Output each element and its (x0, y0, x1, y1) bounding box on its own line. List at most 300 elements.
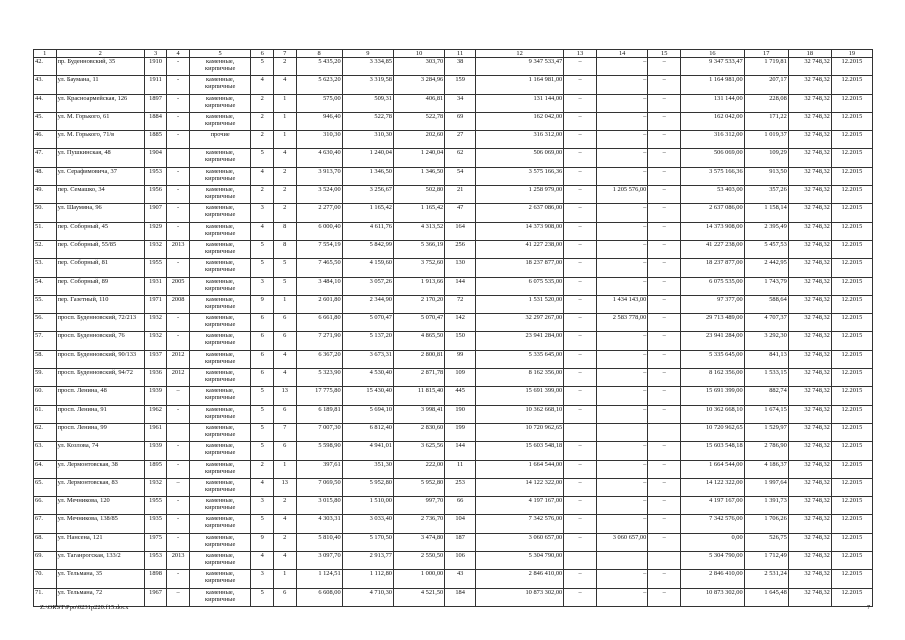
table-cell: 5 070,47 (393, 314, 444, 332)
table-cell: 5 137,20 (342, 332, 393, 350)
table-cell: 12.2015 (831, 533, 872, 551)
table-cell: – (597, 259, 648, 277)
table-cell: – (597, 497, 648, 515)
table-cell: 32 748,32 (788, 76, 831, 94)
column-header: 1 (34, 50, 57, 58)
table-cell: 12.2015 (831, 332, 872, 350)
table-cell: 3 284,96 (393, 76, 444, 94)
table-cell: 42. (34, 58, 57, 76)
table-cell: 62 (445, 149, 476, 167)
table-cell: - (167, 94, 190, 112)
table-cell: 1936 (144, 369, 167, 387)
table-cell: 1955 (144, 497, 167, 515)
table-row (34, 588, 873, 606)
table-cell: – (648, 387, 681, 405)
table-cell: 13 (273, 478, 296, 496)
table-cell: 351,30 (342, 460, 393, 478)
table-cell: 2 (273, 58, 296, 76)
table-cell: 47. (34, 149, 57, 167)
table-cell: каменные, кирпичные (189, 94, 251, 112)
table-row (34, 460, 873, 478)
table-cell: - (167, 497, 190, 515)
table-cell: 3 060 657,00 (476, 533, 564, 551)
table-cell: – (597, 94, 648, 112)
column-header: 10 (393, 50, 444, 58)
table-cell: – (564, 259, 597, 277)
table-cell: пер. Соборный, 89 (56, 277, 144, 295)
table-cell: 10 362 668,10 (681, 405, 745, 423)
table-cell: 32 748,32 (788, 387, 831, 405)
table-cell: – (648, 332, 681, 350)
table-cell: 9 (251, 295, 274, 313)
table-cell: ул. Козлова, 74 (56, 442, 144, 460)
table-cell: – (564, 442, 597, 460)
table-cell: – (648, 350, 681, 368)
table-cell: 946,40 (296, 112, 342, 130)
table-cell: – (564, 533, 597, 551)
table-cell: 12.2015 (831, 295, 872, 313)
table-cell: 12.2015 (831, 478, 872, 496)
table-cell: – (564, 204, 597, 222)
table-cell: 14 373 908,00 (476, 222, 564, 240)
table-cell: 526,75 (744, 533, 788, 551)
table-cell: 1 997,64 (744, 478, 788, 496)
table-cell: 32 748,32 (788, 277, 831, 295)
table-row (34, 167, 873, 185)
table-cell: каменные, кирпичные (189, 497, 251, 515)
table-cell: 10 720 962,65 (681, 423, 745, 441)
table-cell: 5 (251, 405, 274, 423)
table-cell: 144 (445, 277, 476, 295)
table-row (34, 240, 873, 258)
table-cell: – (597, 387, 648, 405)
table-cell: 66 (445, 497, 476, 515)
table-cell: - (167, 222, 190, 240)
table-cell: 4 (251, 222, 274, 240)
table-cell: 1 743,79 (744, 277, 788, 295)
table-cell: 2 830,60 (393, 423, 444, 441)
table-cell: 106 (445, 552, 476, 570)
table-cell: – (597, 149, 648, 167)
table-cell: 1885 (144, 131, 167, 149)
table-cell: 4 (251, 552, 274, 570)
table-cell: 32 748,32 (788, 423, 831, 441)
table-cell: 6 (251, 314, 274, 332)
table-cell: 3 474,80 (393, 533, 444, 551)
table-cell: 1 913,66 (393, 277, 444, 295)
table-cell: 2 637 086,00 (476, 204, 564, 222)
table-cell: 3 292,30 (744, 332, 788, 350)
table-cell: 1929 (144, 222, 167, 240)
table-cell: 66. (34, 497, 57, 515)
table-cell: 5 (273, 277, 296, 295)
table-cell: 1 645,48 (744, 588, 788, 606)
table-cell: 2 (273, 204, 296, 222)
table-cell: – (564, 405, 597, 423)
table-cell: 32 748,32 (788, 131, 831, 149)
table-cell (167, 149, 190, 167)
table-cell: 5 810,40 (296, 533, 342, 551)
table-cell: 12.2015 (831, 314, 872, 332)
table-cell: 5 (251, 423, 274, 441)
table-cell: 5 (251, 240, 274, 258)
table-cell: 2 913,77 (342, 552, 393, 570)
table-cell: 357,26 (744, 186, 788, 204)
table-cell: 1932 (144, 314, 167, 332)
table-cell: просп. Буденновский, 76 (56, 332, 144, 350)
table-cell: 1931 (144, 277, 167, 295)
table-cell: 3 319,58 (342, 76, 393, 94)
table-cell: – (648, 76, 681, 94)
table-cell: 99 (445, 350, 476, 368)
table-cell: 0,00 (681, 533, 745, 551)
table-cell: 4 159,60 (342, 259, 393, 277)
column-header: 16 (681, 50, 745, 58)
table-cell: 2 (251, 460, 274, 478)
table-cell: 6 (273, 405, 296, 423)
table-cell: 522,78 (342, 112, 393, 130)
table-cell: 3 033,40 (342, 515, 393, 533)
table-cell: 52. (34, 240, 57, 258)
table-cell: ул. Таганрогская, 133/2 (56, 552, 144, 570)
table-row (34, 94, 873, 112)
table-cell: каменные, кирпичные (189, 277, 251, 295)
table-cell: 3 (251, 497, 274, 515)
column-header: 4 (167, 50, 190, 58)
table-cell: – (597, 222, 648, 240)
table-cell: – (648, 94, 681, 112)
column-header: 6 (251, 50, 274, 58)
table-cell: 7 069,50 (296, 478, 342, 496)
table-cell: 2012 (167, 369, 190, 387)
table-cell: 2 736,70 (393, 515, 444, 533)
table-cell: – (597, 131, 648, 149)
table-cell: 2 442,95 (744, 259, 788, 277)
table-cell: 5 435,20 (296, 58, 342, 76)
table-cell: каменные, кирпичные (189, 204, 251, 222)
table-cell: 5 304 790,00 (476, 552, 564, 570)
table-cell: – (167, 478, 190, 496)
table-cell: прочие (189, 131, 251, 149)
table-cell: каменные, кирпичные (189, 369, 251, 387)
table-cell: 109 (445, 369, 476, 387)
table-cell: 43 (445, 570, 476, 588)
table-cell: ул. Баумана, 11 (56, 76, 144, 94)
table-row (34, 332, 873, 350)
table-cell: – (564, 497, 597, 515)
table-cell: 1 240,04 (393, 149, 444, 167)
table-cell: 2 (251, 94, 274, 112)
table-cell: 6 000,40 (296, 222, 342, 240)
table-cell (597, 552, 648, 570)
table-cell: 43. (34, 76, 57, 94)
table-cell: 130 (445, 259, 476, 277)
table-cell: 6 661,80 (296, 314, 342, 332)
table-cell: 841,13 (744, 350, 788, 368)
table-cell: 253 (445, 478, 476, 496)
table-cell: 2013 (167, 552, 190, 570)
table-cell: 4 (273, 515, 296, 533)
table-row (34, 112, 873, 130)
table-cell: 4 521,50 (393, 588, 444, 606)
table-row (34, 552, 873, 570)
table-cell: 61. (34, 405, 57, 423)
table-cell: 1962 (144, 405, 167, 423)
table-cell: 12.2015 (831, 387, 872, 405)
table-cell: – (648, 240, 681, 258)
table-cell: 12.2015 (831, 497, 872, 515)
table-cell: – (597, 570, 648, 588)
table-cell: 32 748,32 (788, 314, 831, 332)
table-cell: ул. Мечникова, 120 (56, 497, 144, 515)
table-cell: 1 434 143,00 (597, 295, 648, 313)
table-cell: 14 373 908,00 (681, 222, 745, 240)
table-cell: 1 719,81 (744, 58, 788, 76)
table-cell: ул. Красноармейская, 126 (56, 94, 144, 112)
table-cell: 3 (251, 277, 274, 295)
table-cell: 58. (34, 350, 57, 368)
table-cell: – (648, 533, 681, 551)
table-cell: 4 (273, 552, 296, 570)
table-cell: – (648, 588, 681, 606)
table-cell: 46. (34, 131, 57, 149)
table-cell: 575,00 (296, 94, 342, 112)
column-header: 13 (564, 50, 597, 58)
table-cell: 506 069,00 (681, 149, 745, 167)
column-header: 2 (56, 50, 144, 58)
table-cell: 3 256,67 (342, 186, 393, 204)
table-cell: 1975 (144, 533, 167, 551)
table-cell: 32 748,32 (788, 259, 831, 277)
table-cell: 1897 (144, 94, 167, 112)
table-cell: 1911 (144, 76, 167, 94)
table-cell: каменные, кирпичные (189, 423, 251, 441)
table-cell: 159 (445, 76, 476, 94)
table-cell (597, 423, 648, 441)
table-cell: 12.2015 (831, 259, 872, 277)
table-cell: 588,64 (744, 295, 788, 313)
table-cell: 1 (273, 295, 296, 313)
table-cell: - (167, 405, 190, 423)
table-cell: – (564, 277, 597, 295)
table-cell: 12.2015 (831, 240, 872, 258)
table-cell: – (564, 149, 597, 167)
table-cell: 316 312,00 (476, 131, 564, 149)
table-cell: 6 367,20 (296, 350, 342, 368)
table-cell: 1 165,42 (393, 204, 444, 222)
column-header: 5 (189, 50, 251, 58)
table-cell: 32 748,32 (788, 204, 831, 222)
table-cell: 3 015,80 (296, 497, 342, 515)
table-cell: 12.2015 (831, 76, 872, 94)
table-cell: 11 (445, 460, 476, 478)
table-cell: 4 197 167,00 (476, 497, 564, 515)
table-cell: 5 457,53 (744, 240, 788, 258)
table-cell: 882,74 (744, 387, 788, 405)
table-cell: 5 (251, 58, 274, 76)
table-cell: 32 748,32 (788, 552, 831, 570)
table-cell: – (597, 515, 648, 533)
table-cell: – (597, 460, 648, 478)
table-cell: 32 297 267,00 (476, 314, 564, 332)
table-cell: – (564, 76, 597, 94)
table-cell: - (167, 58, 190, 76)
table-cell: – (648, 497, 681, 515)
table-cell: 1 124,51 (296, 570, 342, 588)
table-cell: 190 (445, 405, 476, 423)
table-cell: 3 097,70 (296, 552, 342, 570)
table-cell: 12.2015 (831, 149, 872, 167)
table-cell: – (648, 277, 681, 295)
table-cell: 49. (34, 186, 57, 204)
table-cell: 44. (34, 94, 57, 112)
table-cell: 4 (273, 76, 296, 94)
table-cell: 4 (273, 149, 296, 167)
table-cell: 4 865,50 (393, 332, 444, 350)
table-cell: 67. (34, 515, 57, 533)
table-cell: 32 748,32 (788, 186, 831, 204)
table-cell: – (597, 240, 648, 258)
table-cell: 4 (251, 76, 274, 94)
column-number-header (34, 50, 873, 58)
table-cell: 2 601,80 (296, 295, 342, 313)
table-cell: – (597, 332, 648, 350)
table-cell: 4 (251, 478, 274, 496)
table-cell: 1904 (144, 149, 167, 167)
table-cell: 1937 (144, 350, 167, 368)
table-cell: просп. Ленина, 91 (56, 405, 144, 423)
table-cell: 12.2015 (831, 405, 872, 423)
table-row (34, 131, 873, 149)
table-cell: 2 395,49 (744, 222, 788, 240)
table-cell: 222,00 (393, 460, 444, 478)
table-cell: 68. (34, 533, 57, 551)
table-cell: 4 530,40 (342, 369, 393, 387)
table-cell: 5 (251, 259, 274, 277)
table-cell: 4 630,40 (296, 149, 342, 167)
table-cell: - (167, 515, 190, 533)
table-cell: 32 748,32 (788, 588, 831, 606)
table-cell: – (648, 405, 681, 423)
table-row (34, 314, 873, 332)
table-cell: 53. (34, 259, 57, 277)
table-cell: 2 (273, 497, 296, 515)
table-cell: 2 871,78 (393, 369, 444, 387)
table-cell: 69 (445, 112, 476, 130)
table-cell: каменные, кирпичные (189, 76, 251, 94)
table-cell: 8 (273, 222, 296, 240)
table-cell: ул. Лермонтовская, 38 (56, 460, 144, 478)
file-path-footer: Z:\ORST\Ppo\0231p220.f15.docx (40, 604, 129, 611)
table-cell: 41 227 238,00 (476, 240, 564, 258)
table-cell: 32 748,32 (788, 369, 831, 387)
table-cell: 7 554,19 (296, 240, 342, 258)
table-cell: 29 713 489,00 (681, 314, 745, 332)
table-cell: ул. Тельмана, 35 (56, 570, 144, 588)
table-cell: 3 (251, 570, 274, 588)
table-cell: 62. (34, 423, 57, 441)
table-cell: – (648, 131, 681, 149)
table-row (34, 350, 873, 368)
table-cell: 1 (273, 94, 296, 112)
table-cell: 2008 (167, 295, 190, 313)
table-cell: каменные, кирпичные (189, 112, 251, 130)
table-cell: 109,29 (744, 149, 788, 167)
column-header: 3 (144, 50, 167, 58)
table-cell: 32 748,32 (788, 58, 831, 76)
table-cell: 1932 (144, 478, 167, 496)
table-cell: ул. М. Горького, 71/в (56, 131, 144, 149)
table-cell: - (167, 204, 190, 222)
table-cell: 1 (273, 131, 296, 149)
table-cell: 502,80 (393, 186, 444, 204)
table-cell: 228,08 (744, 94, 788, 112)
table-cell: 1 (273, 112, 296, 130)
column-header: 17 (744, 50, 788, 58)
table-row (34, 222, 873, 240)
table-cell: - (167, 442, 190, 460)
table-cell: 32 748,32 (788, 570, 831, 588)
table-cell: 4 (273, 369, 296, 387)
table-cell: 5 (273, 259, 296, 277)
table-cell: 2 786,90 (744, 442, 788, 460)
table-cell: 3 524,00 (296, 186, 342, 204)
table-row (34, 423, 873, 441)
table-cell: 2 (273, 167, 296, 185)
table-cell: - (167, 76, 190, 94)
table-cell: ул. М. Горького, 61 (56, 112, 144, 130)
table-cell: 1 664 544,00 (476, 460, 564, 478)
table-cell: 27 (445, 131, 476, 149)
table-cell: – (648, 515, 681, 533)
table-cell: 131 144,00 (476, 94, 564, 112)
table-cell: каменные, кирпичные (189, 259, 251, 277)
table-cell: 310,30 (296, 131, 342, 149)
table-cell (564, 423, 597, 441)
table-cell: 48. (34, 167, 57, 185)
table-cell: 32 748,32 (788, 460, 831, 478)
table-cell: 5 842,99 (342, 240, 393, 258)
table-cell: 5 598,90 (296, 442, 342, 460)
table-cell: 1895 (144, 460, 167, 478)
table-cell: 6 189,81 (296, 405, 342, 423)
table-cell: 1907 (144, 204, 167, 222)
column-header: 15 (648, 50, 681, 58)
table-cell: 4 710,30 (342, 588, 393, 606)
table-cell: 1932 (144, 240, 167, 258)
table-cell: 12.2015 (831, 442, 872, 460)
table-cell: 4 (273, 350, 296, 368)
table-cell: 5 (251, 149, 274, 167)
table-cell: 5 070,47 (342, 314, 393, 332)
table-cell: 3 (251, 204, 274, 222)
table-cell: 1 510,00 (342, 497, 393, 515)
table-cell: - (167, 186, 190, 204)
table-cell: 2012 (167, 350, 190, 368)
table-cell: просп. Буденновский, 94/72 (56, 369, 144, 387)
table-cell: 54 (445, 167, 476, 185)
table-cell (648, 423, 681, 441)
table-cell: каменные, кирпичные (189, 222, 251, 240)
table-cell: 142 (445, 314, 476, 332)
table-cell: – (597, 588, 648, 606)
table-cell: ул. Нансена, 121 (56, 533, 144, 551)
table-cell: 1953 (144, 167, 167, 185)
table-cell: 997,70 (393, 497, 444, 515)
table-cell: 9 (251, 533, 274, 551)
table-cell: 32 748,32 (788, 332, 831, 350)
table-cell: 4 186,37 (744, 460, 788, 478)
